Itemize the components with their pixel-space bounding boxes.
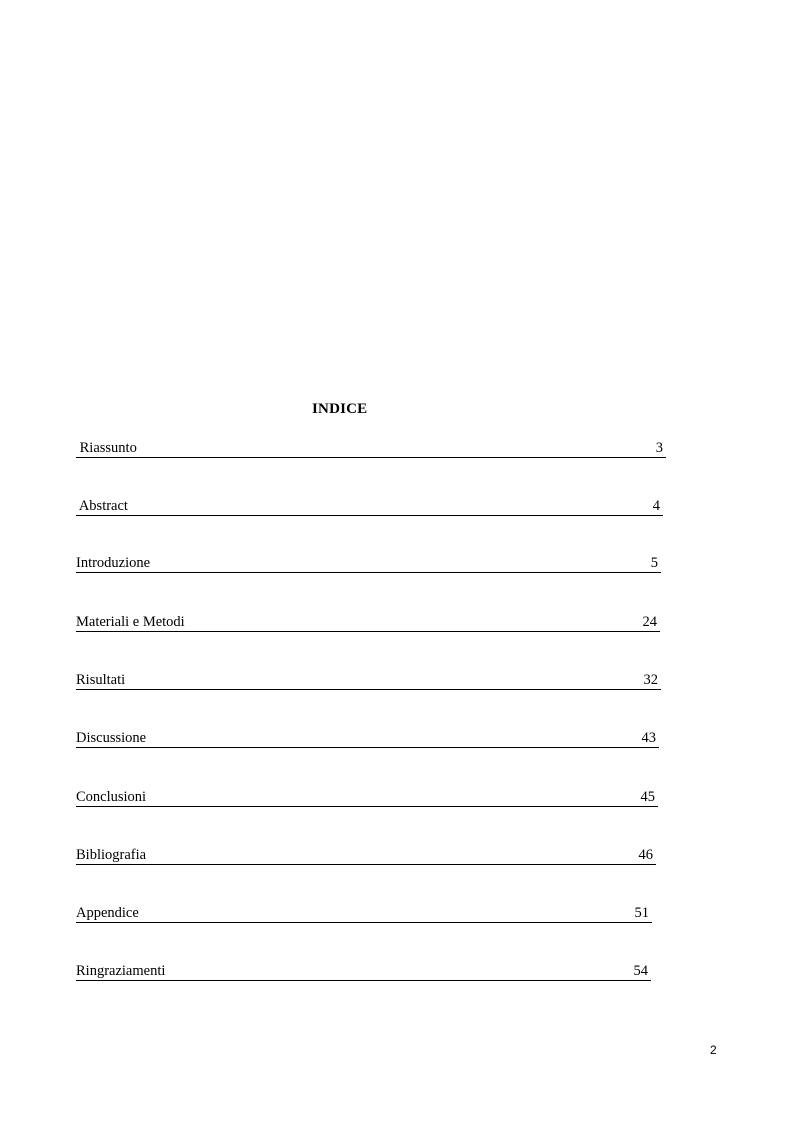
toc-entry-label: Appendice: [76, 905, 139, 921]
toc-entry-page: 3: [655, 440, 663, 456]
toc-entry-introduzione: [76, 554, 661, 573]
toc-entry-bibliografia: [76, 846, 656, 865]
toc-entry-materiali-e-metodi: [76, 613, 660, 632]
toc-entry-label: Riassunto: [76, 440, 137, 456]
page-number: 2: [710, 1043, 717, 1057]
toc-entry-risultati: [76, 671, 661, 690]
toc-entry-page: 5: [650, 555, 658, 571]
toc-entry-page: 43: [641, 730, 656, 746]
toc-entry-label: Ringraziamenti: [76, 963, 166, 979]
toc-entry-conclusioni: [76, 788, 658, 807]
toc-entry-page: 51: [634, 905, 649, 921]
toc-entry-abstract: [76, 497, 663, 516]
toc-entry-label: Introduzione: [76, 555, 151, 571]
toc-entry-label: Abstract: [76, 498, 128, 514]
toc-entry-riassunto: [76, 439, 666, 458]
toc-entry-label: Bibliografia: [76, 847, 147, 863]
toc-entry-appendice: [76, 904, 652, 923]
toc-entry-page: 24: [642, 614, 657, 630]
toc-entry-label: Materiali e Metodi: [76, 614, 185, 630]
toc-entry-page: 46: [638, 847, 653, 863]
toc-entry-label: Risultati: [76, 672, 126, 688]
toc-entry-discussione: [76, 729, 659, 748]
toc-title: INDICE: [312, 401, 368, 417]
toc-entry-page: 45: [640, 789, 655, 805]
toc-entry-ringraziamenti: [76, 962, 651, 981]
toc-entry-page: 32: [643, 672, 658, 688]
toc-entry-page: 54: [633, 963, 648, 979]
toc-entry-page: 4: [652, 498, 660, 514]
toc-entry-label: Discussione: [76, 730, 147, 746]
toc-entry-label: Conclusioni: [76, 789, 147, 805]
